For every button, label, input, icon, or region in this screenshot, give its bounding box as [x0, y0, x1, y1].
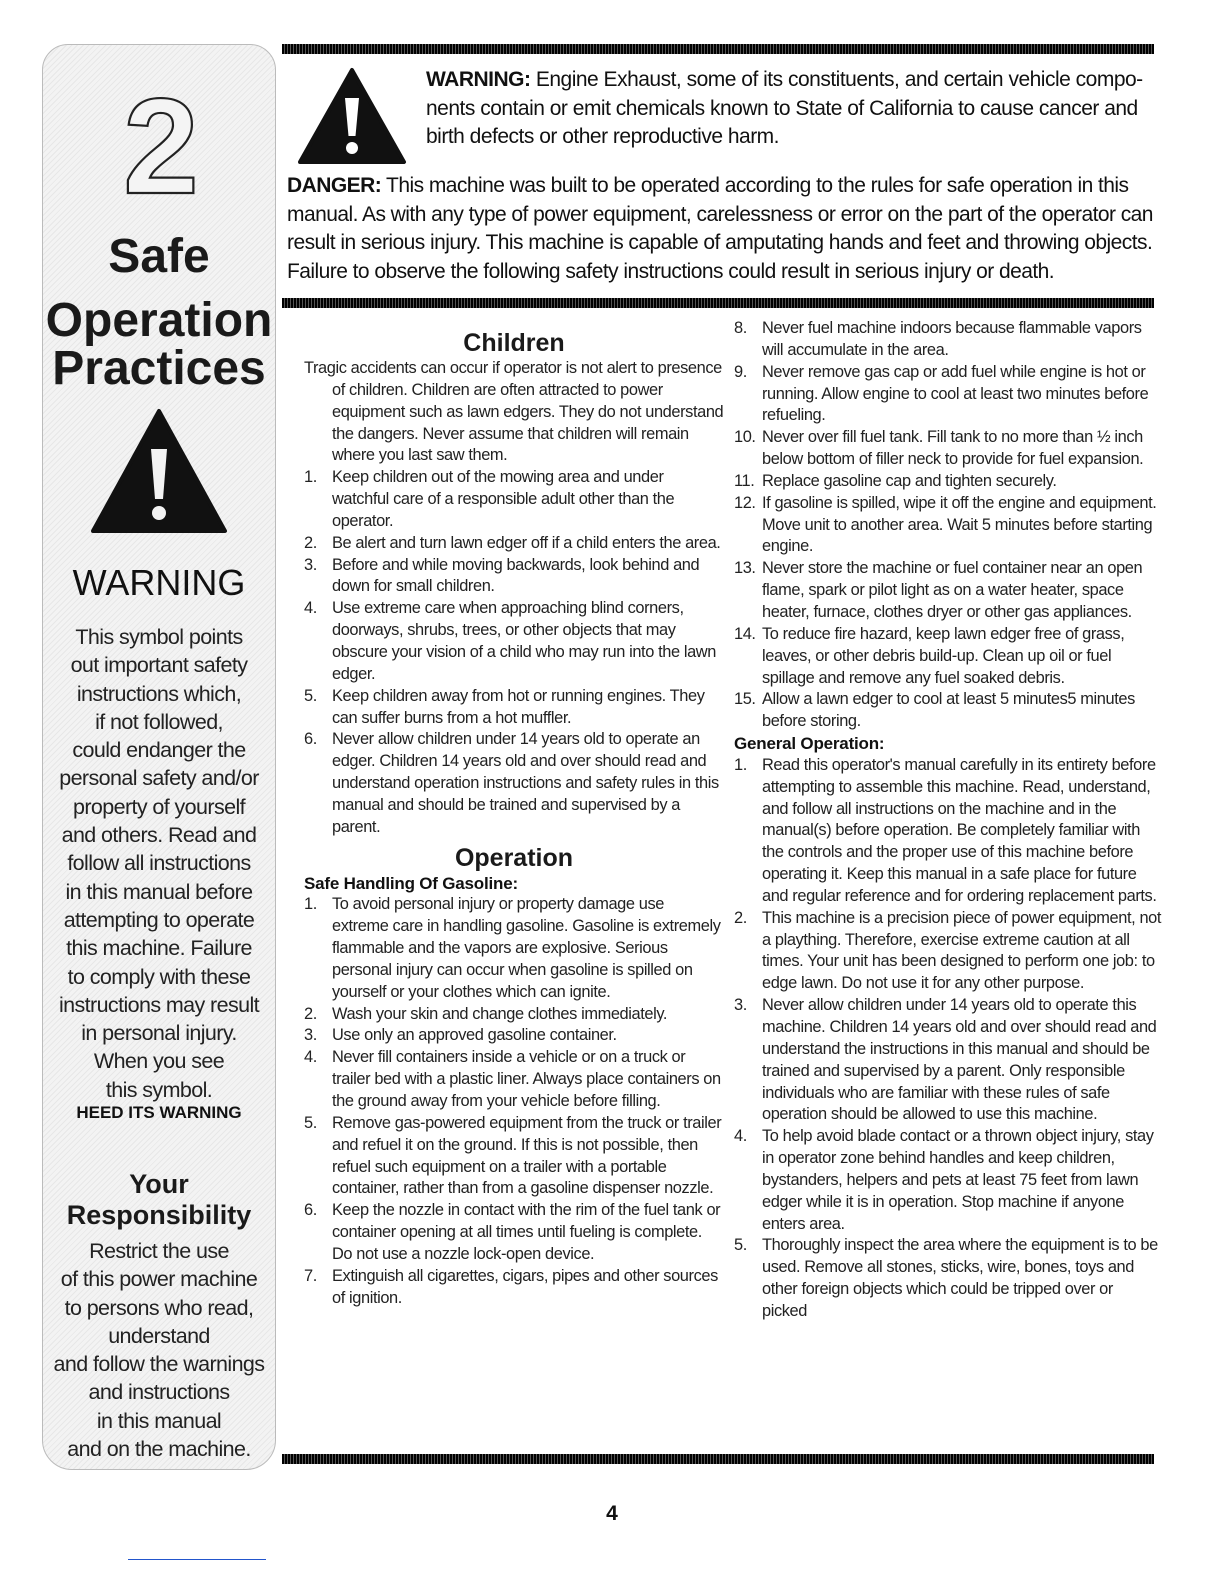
- list-item: 4. Never fill containers inside a vehicle or on a truck or trailer bed with a plastic liner. Always place containers on the ground away from your vehicle before filling.: [304, 1048, 721, 1110]
- list-item: 14. To reduce fire hazard, keep lawn edger free of grass, leaves, or other debris build-up. Clean up oil or fuel spillage and remove any fuel soaked debris.: [734, 624, 1125, 687]
- list-item: 1. Read this operator's manual carefully in its entirety before attempting to assemble this machine. Read, understand, and follow all instructions on the machine and in the manual(s) before operation. Be completely familiar with the controls and the proper use of this machine before operating it. Keep this manual in a safe place for future and regular reference and for ordering replacement parts.: [734, 755, 1157, 905]
- list-item: 3. Use only an approved gasoline container.: [304, 1026, 617, 1045]
- list-item: 6. Never allow children under 14 years old to operate an edger. Children 14 years old and over should read and understand operation instructions and safety rules in this manual and should be trained and supervised by a parent.: [304, 730, 719, 836]
- children-heading: Children: [463, 329, 565, 357]
- list-item: 12. If gasoline is spilled, wipe it off the engine and equipment. Move unit to another area. Wait 5 minutes before starting engine.: [734, 493, 1157, 556]
- responsibility-text: Restrict the use of this power machine to persons who read, understand and follow the warnings and instructions in this manual and on the machine.: [53, 1239, 265, 1462]
- list-item: 1. Keep children out of the mowing area and under watchful care of a responsible adult other than the operator.: [304, 468, 675, 530]
- top-rule: [282, 44, 1154, 54]
- list-item: 9. Never remove gas cap or add fuel while engine is hot or running. Allow engine to cool at least two minutes before refueling.: [734, 362, 1149, 425]
- sidebar-panel: [42, 44, 276, 1470]
- list-item: 4. Use extreme care when approaching blind corners, doorways, shrubs, trees, or other objects that may obscure your vision of a child who may run into the lawn edger.: [304, 599, 716, 683]
- warning-triangle-icon: [89, 407, 229, 535]
- chapter-title-line1: Safe: [108, 230, 210, 283]
- section-rule: [282, 298, 1154, 308]
- list-item: 4. To help avoid blade contact or a thrown object injury, stay in operator zone behind handles and keep children, bystanders, helpers and pets at least 75 feet from lawn edger while it is in operation. Stop machine if anyone enters area.: [734, 1127, 1154, 1233]
- chapter-number: [121, 85, 201, 205]
- list-item: 3. Never allow children under 14 years old to operate this machine. Children 14 years old and over should read and understand the instructions in this manual and should be trained and supervised by a parent. Only responsible individuals who are familiar with these rules of safe operation should be allowed to use this machine.: [734, 996, 1157, 1124]
- right-column: [734, 318, 1162, 1323]
- warning-triangle-icon: [296, 66, 408, 166]
- responsibility-title: Your Responsibility: [66, 1169, 252, 1230]
- heed-warning-label: HEED ITS WARNING: [76, 1103, 242, 1122]
- list-item: 11. Replace gasoline cap and tighten securely.: [734, 471, 1057, 490]
- exhaust-warning: WARNING: Engine Exhaust, some of its constituents, and certain vehicle compo- nents contain or emit chemicals known to State of California to cause cancer and birth defects or other reproductive harm.: [426, 68, 1143, 148]
- general-operation-subheading: General Operation:: [734, 734, 885, 754]
- danger-statement: DANGER: This machine was built to be operated according to the rules for safe operation in this manual. As with any type of power equipment, carelessness or error on the part of the operator can result in serious injury. This machine is capable of amputating hands and feet and throwing objects. Failure to observe the following safety instructions could result in serious injury or death.: [287, 174, 1153, 284]
- list-item: 10. Never over fill fuel tank. Fill tank to no more than ½ inch below bottom of filler neck to provide for fuel expansion.: [734, 428, 1144, 469]
- warning-label: WARNING: [72, 562, 246, 603]
- list-item: 2. Be alert and turn lawn edger off if a child enters the area.: [304, 533, 721, 552]
- list-item: 2. This machine is a precision piece of power equipment, not a plaything. Therefore, exercise extreme caution at all times. Your unit has been designed to perform one job: to edge lawn. Do not use it for any other purpose.: [734, 908, 1162, 993]
- list-item: 6. Keep the nozzle in contact with the rim of the fuel tank or container opening at all times until fueling is complete. Do not use a nozzle lock-open device.: [304, 1201, 721, 1263]
- svg-text:2: 2: [123, 85, 199, 205]
- list-item: 15. Allow a lawn edger to cool at least 5 minutes5 minutes before storing.: [734, 690, 1135, 731]
- list-item: 3. Before and while moving backwards, look behind and down for small children.: [304, 555, 700, 596]
- list-item: 5. Remove gas-powered equipment from the truck or trailer and refuel it on the ground. If this is not possible, then refuel such equipment on a trailer with a portable container, rather than from a gasoline dispenser nozzle.: [304, 1113, 722, 1198]
- list-item: 1. To avoid personal injury or property damage use extreme care in handling gasoline. Gasoline is extremely flammable and the vapors are explosive. Serious personal injury can occur when gasoline is spilled on yourself or your clothes which can ignite.: [304, 895, 721, 1001]
- chapter-title-line3: Practices: [52, 342, 266, 395]
- list-item: 8. Never fuel machine indoors because flammable vapors will accumulate in the area.: [734, 319, 1142, 359]
- children-intro: Tragic accidents can occur if operator is not alert to presence of children. Children are often attracted to power equipment such as lawn edgers. They do not understand the dangers. Never assume that children will remain where you last saw them.: [304, 359, 724, 465]
- warning-text: This symbol points out important safety instructions which, if not followed, could endanger the personal safety and/or property of yourself and others. Read and follow all instructions in this manual before attempting to operate this machine. Failure to comply with these instructions may result in personal injury. When you see this symbol.: [58, 625, 260, 1102]
- list-item: 2. Wash your skin and change clothes immediately.: [304, 1004, 668, 1023]
- list-item: 5. Thoroughly inspect the area where the equipment is to be used. Remove all stones, sticks, wire, bones, toys and other foreign objects which could be tripped over or picked: [734, 1236, 1158, 1320]
- bottom-rule: [282, 1454, 1154, 1464]
- footer-link-line: [128, 1559, 266, 1560]
- list-item: 5. Keep children away from hot or running engines. They can suffer burns from a hot muffler.: [304, 686, 705, 727]
- operation-heading: Operation: [454, 843, 574, 872]
- page-number: 4: [606, 1502, 618, 1525]
- gasoline-subheading: Safe Handling Of Gasoline:: [304, 873, 518, 893]
- left-column: [304, 328, 724, 1309]
- chapter-title-line2: Operation: [45, 294, 273, 347]
- list-item: 13. Never store the machine or fuel container near an open flame, spark or pilot light as on a water heater, space heater, furnace, clothes dryer or other gas appliances.: [734, 559, 1143, 621]
- list-item: 7. Extinguish all cigarettes, cigars, pipes and other sources of ignition.: [304, 1266, 718, 1307]
